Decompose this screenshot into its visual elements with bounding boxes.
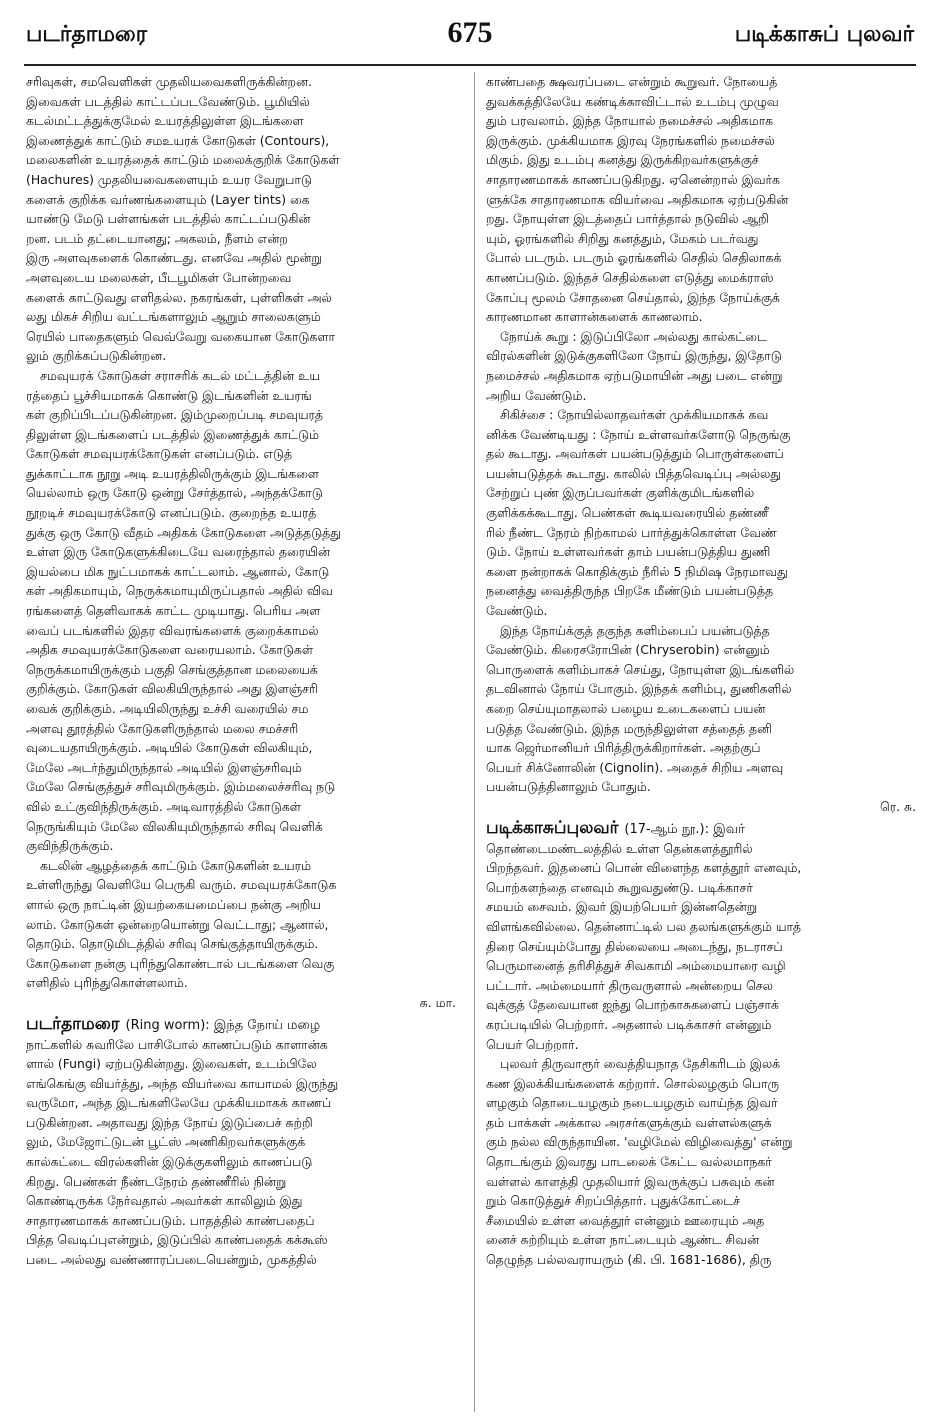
text-line: வள்ளல் காளத்தி முதலியார் இவருக்குப் பசுவும் கன் — [486, 1173, 775, 1189]
text-line: கும் நல்ல விருந்தாயின. 'வழிமேல் விழிவைத்து' என்று — [486, 1134, 793, 1150]
text-line: குவிந்திருக்கும். — [26, 838, 114, 854]
text-line: சீமையில் உள்ள வைத்தூர் என்னும் ஊரையும் அத — [486, 1212, 765, 1228]
text-line: கால்கட்டை விரல்களின் இடுக்குகளிலும் காணப்படு — [26, 1154, 313, 1170]
text-line: பயன்படுத்தக் கூடாது. காலில் பித்தவெடிப்பு அல்லது — [486, 465, 782, 481]
text-line: தடவினால் நோய் போகும். இந்தக் களிம்பு, துணிகளில் — [486, 681, 792, 697]
text-line: கடலின் ஆழத்தைக் காட்டும் கோடுகளின் உயரம் — [40, 857, 312, 873]
text-line: சரிவுகள், சமவெளிகள் முதலியவைகளிருக்கின்றன. — [26, 74, 312, 89]
text-line: பொருளைக் களிம்பாகச் செய்து, நோயுள்ள இடங்களில் — [486, 661, 795, 677]
text-line: பிறந்தவர். இதனைப் பொன் விளைந்த களத்தூர் எனவும், — [486, 860, 802, 876]
text-line: யாக ஜெர்மானியர் பிரித்திருக்கிறார்கள். அதற்குப் — [486, 740, 761, 756]
left-column — [26, 72, 456, 1412]
text-line: அதிக சமவுயரக்கோடுகளை வரையலாம். கோடுகள் — [26, 642, 314, 658]
text-line: குறிக்கும். கோடுகள் விலகியிருந்தால் அது இளஞ்சரி — [26, 681, 318, 697]
text-line: லாம். கோடுகள் ஒன்றையொன்று வெட்டாது; ஆனால், — [26, 916, 329, 932]
right-text-block-1 — [486, 72, 916, 797]
text-line: நோய்க் கூறு : இடுப்பிலோ அல்லது கால்கட்டை — [500, 328, 767, 344]
page-header — [0, 16, 940, 60]
header-rule — [24, 64, 916, 66]
right-column — [486, 72, 916, 1412]
text-line: திரை செய்யும்போது தில்லையை அடைந்து, நடராசப் — [486, 938, 783, 954]
left-signature: சு. மா. — [419, 994, 456, 1010]
text-line: மலைகளின் உயரத்தைக் காட்டும் மலைக்குறிக் கோடுகள் — [26, 152, 340, 168]
text-line: பித்த வெடிப்புஎன்றும், இடுப்பில் காண்பதைக் கக்கூஸ் — [26, 1232, 328, 1248]
text-line: கோப்பு மூலம் சோதனை செய்தால், இந்த நோய்க்குக் — [486, 289, 780, 305]
text-line: ரங்களைத் தெளிவாகக் காட்ட முடியாது. பெரிய அள — [26, 603, 321, 619]
text-line: பொற்களந்தை எனவும் கூறுவதுண்டு. படிக்காசர் — [486, 879, 753, 895]
text-line: போல் படரும். படரும் ஓரங்களில் செதில் செதிலாகக் — [486, 250, 782, 266]
text-line: களைக் குறிக்க வர்ணங்களையும் (Layer tints) கை — [26, 191, 310, 207]
text-line: பெயர் பெற்றார். — [486, 1036, 579, 1052]
text-line: கடல்மட்டத்துக்குமேல் உயரத்திலுள்ள இடங்களை — [26, 113, 304, 129]
text-line: கறை செய்யுமாதலால் பழைய உடைகளைப் பயன் — [486, 701, 766, 716]
text-line: கொண்டிருக்க நேர்வதால் அவர்கள் காலிலும் இது — [26, 1193, 303, 1209]
text-line: நனைத்து வைத்திருந்த பிறகே மீண்டும் பயன்படுத்த — [486, 583, 774, 599]
text-line: ளால் ஒரு நாட்டின் இயற்கையமைப்பை நன்கு அறிய — [26, 896, 321, 912]
text-line: சிகிச்சை : நோயில்லாதவர்கள் முக்கியமாகக் கவ — [500, 407, 769, 423]
text-line: எங்கெங்கு வியர்த்து, அந்த வியர்வை காயாமல் இருந்து — [26, 1075, 339, 1091]
text-line: ளழகும் தொடையழகும் நடையழகும் வாய்ந்த இவர் — [486, 1095, 778, 1111]
text-line: குளிக்கக்கூடாது. பெண்கள் கூடியவரையில் தண்ணீ — [486, 505, 769, 521]
text-line: களைக் காட்டுவது எளிதல்ல. நகரங்கள், புள்ளிகள் அல் — [26, 289, 332, 305]
left-text-block-1 — [26, 72, 456, 993]
text-line: வுடையதாயிருக்கும். அடியில் கோடுகள் விலகியும், — [26, 740, 313, 756]
text-line: மிகும். இது உடம்பு கனத்து இருக்கிறவர்களுக்குச் — [486, 152, 759, 168]
page-number: 675 — [447, 16, 493, 49]
text-line: லது மிகச் சிறிய வட்டங்களாலும் ஆறும் சாலைகளும் — [26, 309, 321, 325]
text-line: பயன்படுத்தினாலும் போதும். — [486, 779, 651, 795]
text-line: தொடும். தொடுமிடத்தில் சரிவு செங்குத்தாயிருக்கும். — [26, 936, 319, 952]
text-line: துக்கு ஒரு கோடு வீதம் அதிகக் கோடுகளை அடுத்தடுத்து — [26, 524, 341, 540]
text-line: தொடங்கும் இவரது பாடலைக் கேட்ட வல்லமாநகர் — [486, 1154, 772, 1170]
text-line: தம் பாக்கள் அக்கால அரசர்களுக்கும் வள்ளல்களுக் — [486, 1114, 772, 1130]
text-line: (Hachures) முதலியவைகளையும் உயர வேறுபாடு — [26, 171, 312, 187]
text-line: புலவர் திருவாரூர் வைத்தியநாத தேசிகரிடம் இலக் — [500, 1056, 781, 1072]
right-text-block-2 — [486, 839, 916, 1270]
text-line: சமயம் சைவம். இவர் இயற்பெயர் இன்னதென்று — [486, 899, 758, 915]
text-line: றன. படம் தட்டையானது; அகலம், நீளம் என்ற — [26, 230, 288, 246]
padikkasu-heading-line — [486, 817, 916, 839]
padikkasu-heading-rest: (17-ஆம் நூ.): இவர் — [624, 821, 745, 837]
text-line: சாதாரணமாகக் காணப்படும். பாதத்தில் காண்பதைப் — [26, 1212, 315, 1228]
text-line: நூறடிச் சமவுயரக்கோடு எனப்படும். குறைந்த உயரத் — [26, 505, 317, 521]
text-line: வுக்குத் தேவையான ஐந்து பொற்காசுகளைப் பஞ்சாக் — [486, 997, 779, 1013]
text-line: யெல்லாம் ஒரு கோடு ஒன்று சேர்த்தால், அந்தக்கோடு — [26, 485, 323, 501]
text-line: இணைத்துக் காட்டும் சமஉயரக் கோடுகள் (Contours), — [26, 132, 330, 148]
text-line: ரத்தைப் பூச்சியமாகக் கொண்டு இடங்களின் உயரங் — [26, 387, 312, 403]
text-line: வைப் படங்களில் இதர விவரங்களைக் குறைக்காமல் — [26, 622, 319, 638]
right-signature: ரெ. சு. — [880, 798, 916, 814]
text-line: தல் கூடாது. அவர்கள் பயன்படுத்தும் பொருள்களைப் — [486, 446, 784, 462]
text-line: வேண்டும். கிரைசரோபின் (Chryserobin) என்னும் — [486, 642, 770, 658]
text-line: படை அல்லது வண்ணாரப்படையென்றும், முகத்தில் — [26, 1252, 317, 1268]
text-line: காணப்படும். இந்தச் செதில்களை எடுத்து மைக்ராஸ் — [486, 269, 774, 285]
text-line: கோடுகளை நன்கு புரிந்துகொண்டால் படங்களை வெகு — [26, 955, 335, 971]
ringworm-heading: படர்தாமரை — [26, 1013, 120, 1034]
text-line: படுகின்றன. அதாவது இந்த நோய் இடுப்பைச் சுற்றி — [26, 1114, 313, 1130]
column-divider — [474, 72, 475, 1412]
text-line: வைக் குறிக்கும். அடியிலிருந்து உச்சி வரையில் சம — [26, 701, 309, 716]
left-signature-line — [26, 993, 456, 1013]
ringworm-heading-line — [26, 1013, 456, 1035]
text-line: நாட்களில் சுவரிலே பாசிபோல் காணப்படும் காளான்க — [26, 1036, 328, 1052]
text-line: ளால் (Fungi) ஏற்படுகின்றது. இவைகள், உடம்பிலே — [26, 1056, 317, 1072]
text-line: டும். நோய் உள்ளவர்கள் தாம் பயன்படுத்திய துணி — [486, 544, 771, 560]
text-line: கிறது. பெண்கள் நீண்டநேரம் தண்ணீரில் நின்று — [26, 1173, 287, 1189]
header-left-title: படர்தாமரை — [26, 22, 148, 47]
text-line: மேலே அடர்ந்துமிருந்தால் அடியில் இளஞ்சரிவும் — [26, 759, 302, 775]
header-right-title: படிக்காசுப் புலவர் — [734, 22, 914, 47]
text-line: கண இலக்கியங்களைக் கற்றார். சொல்லழகும் பொரு — [486, 1075, 780, 1091]
text-line: தொண்டைமண்டலத்தில் உள்ள தென்களத்தூரில் — [486, 840, 753, 856]
text-line: இந்த நோய்க்குத் தகுந்த களிம்பைப் பயன்படுத்த — [500, 622, 770, 638]
text-line: அளவுடைய மலைகள், பீடபூமிகள் போன்றவை — [26, 269, 292, 285]
text-line: லும், மேஜோட்டுடன் பூட்ஸ் அணிகிறவர்களுக்குக் — [26, 1134, 306, 1150]
text-line: பட்டார். அம்மையார் திருவருளால் அன்றைய செல — [486, 977, 773, 993]
text-line: ரில் நீண்ட நேரம் நிற்காமல் பார்த்துக்கொள்ள வேண் — [486, 524, 777, 540]
text-line: வருமோ, அந்த இடங்களிலேயே முக்கியமாகக் காணப் — [26, 1095, 332, 1111]
text-line: உள்ள இரு கோடுகளுக்கிடையே வரைந்தால் தரையின் — [26, 544, 330, 560]
text-line: நெருக்கமாயிருக்கும் பகுதி செங்குத்தான மலையைக் — [26, 661, 318, 677]
text-line: னிக்க வேண்டியது : நோய் உள்ளவர்களோடு நெருங்கு — [486, 426, 791, 442]
text-line: பெயர் சிக்னோலின் (Cignolin). அதைச் சிறிய அளவு — [486, 759, 784, 775]
text-line: யாண்டு மேடு பள்ளங்கள் படத்தில் காட்டப்படுகின் — [26, 211, 311, 227]
ringworm-heading-rest: (Ring worm): இந்த நோய் மழை — [125, 1017, 321, 1033]
text-line: கரப்படியில் பெற்றார். அதனால் படிக்காசர் என்னும் — [486, 1016, 772, 1032]
text-line: சாதாரணமாகக் காணப்படுகிறது. ஏனென்றால் இவர்க — [486, 171, 780, 187]
text-line: றது. நோயுள்ள இடத்தைப் பார்த்தால் நடுவில் ஆறி — [486, 211, 769, 227]
text-line: ளுக்கே சாதாரணமாக வியர்வை அதிகமாக ஏற்படுகின் — [486, 191, 789, 207]
text-line: சேற்றுப் புண் இருப்பவர்கள் குளிக்குமிடங்களில் — [486, 485, 755, 501]
text-line: கள் குறிப்பிடப்படுகின்றன. இம்முறைப்படி சமவுயரத் — [26, 407, 323, 423]
text-line: காரணமான காளான்களைக் காணலாம். — [486, 309, 703, 325]
text-line: சமவுயரக் கோடுகள் சராசரிக் கடல் மட்டத்தின் உய — [40, 367, 321, 383]
text-line: இரு அளவுகளைக் கொண்டது. எனவே அதில் மூன்று — [26, 250, 322, 266]
text-line: துக்காட்டாக நூறு அடி உயரத்திலிருக்கும் இடங்களை — [26, 465, 319, 481]
text-line: தும் பரவலாம். இந்த நோயால் நமைச்சல் அதிகமாக — [486, 113, 774, 129]
text-line: விரல்களின் இடுக்குகளிலோ நோய் இருந்து, இதோடு — [486, 348, 782, 364]
text-line: மேலே செங்குத்துச் சரிவுமிருக்கும். இம்மலைச்சரிவு நடு — [26, 779, 336, 795]
text-line: றும் கொடுத்துச் சிறப்பித்தார். புதுக்கோட்டைச் — [486, 1193, 741, 1209]
text-line: கோடுகள் சமவுயரக்கோடுகள் எனப்படும். எடுத் — [26, 446, 293, 462]
text-line: அறிய வேண்டும். — [486, 387, 587, 403]
padikkasu-heading: படிக்காசுப்புலவர் — [486, 817, 619, 838]
text-line: தெழுந்த பல்லவராயரும் (கி. பி. 1681-1686), திரு — [486, 1252, 772, 1268]
text-line: உள்ளிருந்து வெளியே பெருகி வரும். சமவுயரக்கோடுக — [26, 877, 337, 893]
text-line: எளிதில் புரிந்துகொள்ளலாம். — [26, 975, 188, 991]
text-line: நமைச்சல் அதிகமாக ஏற்படுமாயின் அது படை என்று — [486, 367, 783, 383]
text-line: இவைகள் படத்தில் காட்டப்படவேண்டும். பூமியில் — [26, 93, 310, 109]
left-text-block-2 — [26, 1035, 456, 1270]
text-line: காண்பதை க்ஷவரப்படை என்றும் கூறுவர். நோயைத் — [486, 74, 778, 89]
text-line: லும் குறிக்கப்படுகின்றன. — [26, 348, 167, 364]
text-line: யும், ஓரங்களில் சிறிது கனத்தும், மேகம் படர்வது — [486, 230, 759, 246]
text-line: வில் உட்குவிந்திருக்கும். அடிவாரத்தில் கோடுகள் — [26, 798, 301, 814]
text-line: திலுள்ள இடங்களைப் படத்தில் இணைத்துக் காட்டும் — [26, 426, 320, 442]
text-line: நெருங்கியும் மேலே விலகியுமிருந்தால் சரிவு வெளிக் — [26, 818, 323, 834]
text-line: ரெயில் பாதைகளும் வெவ்வேறு வகையான கோடுகளா — [26, 328, 336, 344]
right-signature-line — [486, 797, 916, 817]
text-line: கள் அதிகமாயும், நெருக்கமாயுமிருப்பதால் அதில் விவ — [26, 583, 333, 599]
text-line: இருக்கும். முக்கியமாக இரவு நேரங்களில் நமைச்சல் — [486, 132, 775, 148]
text-line: அளவு தூரத்தில் கோடுகளிருந்தால் மலை சமச்சரி — [26, 720, 299, 736]
text-line: விளங்கவில்லை. தென்னாட்டில் பல தலங்களுக்கும் யாத் — [486, 918, 801, 934]
text-line: துவக்கத்திலேயே கண்டிக்காவிட்டால் உடம்பு முழுவ — [486, 93, 779, 109]
text-line: னைச் சுற்றியும் உள்ள நாட்டையும் ஆண்ட சிவன் — [486, 1232, 760, 1248]
text-line: இயல்பை மிக நுட்பமாகக் காட்டலாம். ஆனால், கோடு — [26, 563, 330, 579]
text-line: படுத்த வேண்டும். இந்த மருந்திலுள்ள சத்தைத் தனி — [486, 720, 772, 736]
text-line: பெருமானைத் தரிசித்துச் சிவகாமி அம்மையாரை வழி — [486, 958, 786, 974]
text-line: வேண்டும். — [486, 603, 548, 619]
text-line: களை நன்றாகக் கொதிக்கும் நீரில் 5 நிமிஷ நேரமாவது — [486, 563, 788, 579]
